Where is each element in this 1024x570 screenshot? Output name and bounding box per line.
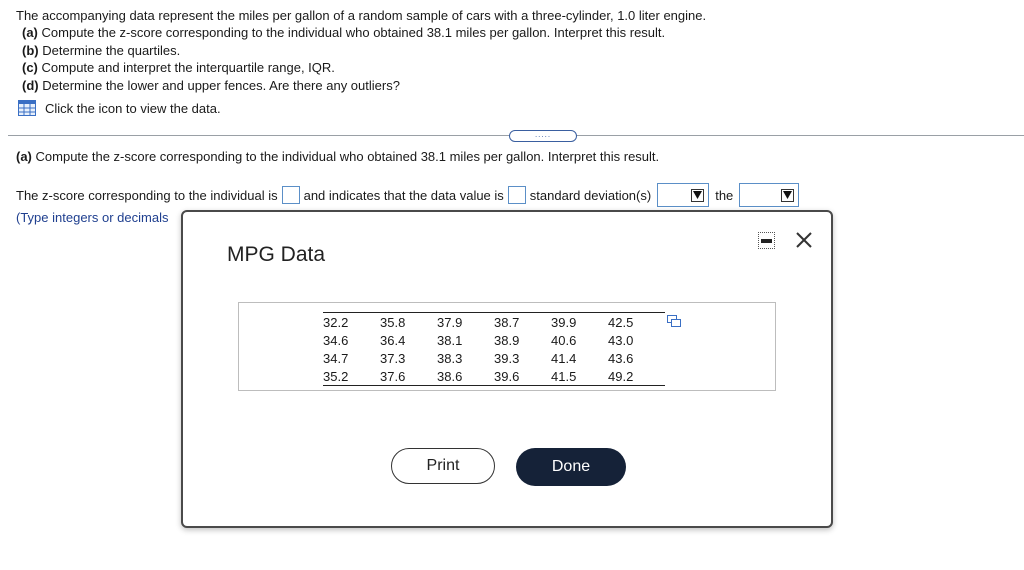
direction-dropdown[interactable] [657,183,709,207]
z-score-input[interactable] [282,186,300,204]
table-cell: 38.1 [437,332,463,348]
copy-icon[interactable] [667,315,681,327]
table-cell: 41.4 [551,350,577,366]
table-cell: 37.6 [380,367,437,386]
table-cell: 42.5 [608,313,665,332]
problem-intro: The accompanying data represent the miles per gallon of a random sample of cars with a three-cylinder, 1.0 liter engine. [16,8,707,23]
deviation-count-input[interactable] [508,186,526,204]
table-cell: 39.6 [494,367,551,386]
table-cell: 38.3 [437,350,463,366]
part-a-heading-label: (a) [16,149,32,164]
chevron-down-icon[interactable] [691,189,704,202]
part-b-label: (b) [22,43,39,58]
table-cell: 43.6 [608,350,634,366]
problem-part-b [22,42,180,60]
table-cell: 49.2 [608,367,665,386]
part-b-text: Determine the quartiles. [42,43,181,58]
minimize-icon[interactable] [761,239,772,243]
table-cell: 37.9 [437,313,494,332]
table-cell: 39.3 [494,350,520,366]
table-cell: 34.7 [323,350,349,366]
mpg-data-table [323,312,665,386]
table-cell: 37.3 [380,350,406,366]
view-data-label[interactable]: Click the icon to view the data. [45,100,221,116]
close-button[interactable] [793,229,815,251]
minimize-button[interactable] [758,232,775,249]
table-cell: 43.0 [608,332,634,348]
table-cell: 38.9 [494,332,520,348]
part-a-heading [16,149,659,164]
answer-text-2: and indicates that the data value is [303,187,504,203]
grid-data-icon[interactable] [18,100,36,116]
table-cell: 35.8 [380,313,437,332]
answer-text-1: The z-score corresponding to the individual is [16,187,278,203]
table-row [323,313,665,332]
answer-hint: (Type integers or decimals [16,210,169,225]
dialog-title: MPG Data [227,243,326,266]
table-row [323,349,665,367]
table-cell: 34.6 [323,332,349,348]
answer-row [16,185,805,205]
table-row [323,367,665,386]
problem-part-a [22,24,665,42]
table-cell: 35.2 [323,367,380,386]
table-cell: 38.7 [494,313,551,332]
table-cell: 36.4 [380,332,406,348]
problem-part-d [22,77,400,95]
view-data-link[interactable] [18,100,221,116]
table-cell: 40.6 [551,332,577,348]
table-cell: 38.6 [437,367,494,386]
table-row [323,331,665,349]
part-a-label: (a) [22,25,38,40]
answer-text-3: standard deviation(s) [529,187,652,203]
part-c-label: (c) [22,60,38,75]
answer-text-4: the [715,187,734,203]
expand-toggle[interactable]: ..... [509,130,577,142]
part-c-text: Compute and interpret the interquartile range, IQR. [41,60,335,75]
table-cell: 39.9 [551,313,608,332]
chevron-down-icon[interactable] [781,189,794,202]
close-icon[interactable] [793,229,815,251]
part-a-text: Compute the z-score corresponding to the individual who obtained 38.1 miles per gallon. Interpret this result. [41,25,666,40]
statistic-dropdown[interactable] [739,183,799,207]
problem-part-c [22,59,335,77]
mpg-data-dialog [181,210,833,528]
part-d-label: (d) [22,78,39,93]
table-cell: 41.5 [551,367,608,386]
part-a-heading-text: Compute the z-score corresponding to the individual who obtained 38.1 miles per gallon. Interpret this result. [35,149,660,164]
done-button[interactable]: Done [516,448,626,486]
part-d-text: Determine the lower and upper fences. Are there any outliers? [42,78,400,93]
print-button[interactable]: Print [391,448,495,484]
table-cell: 32.2 [323,313,380,332]
